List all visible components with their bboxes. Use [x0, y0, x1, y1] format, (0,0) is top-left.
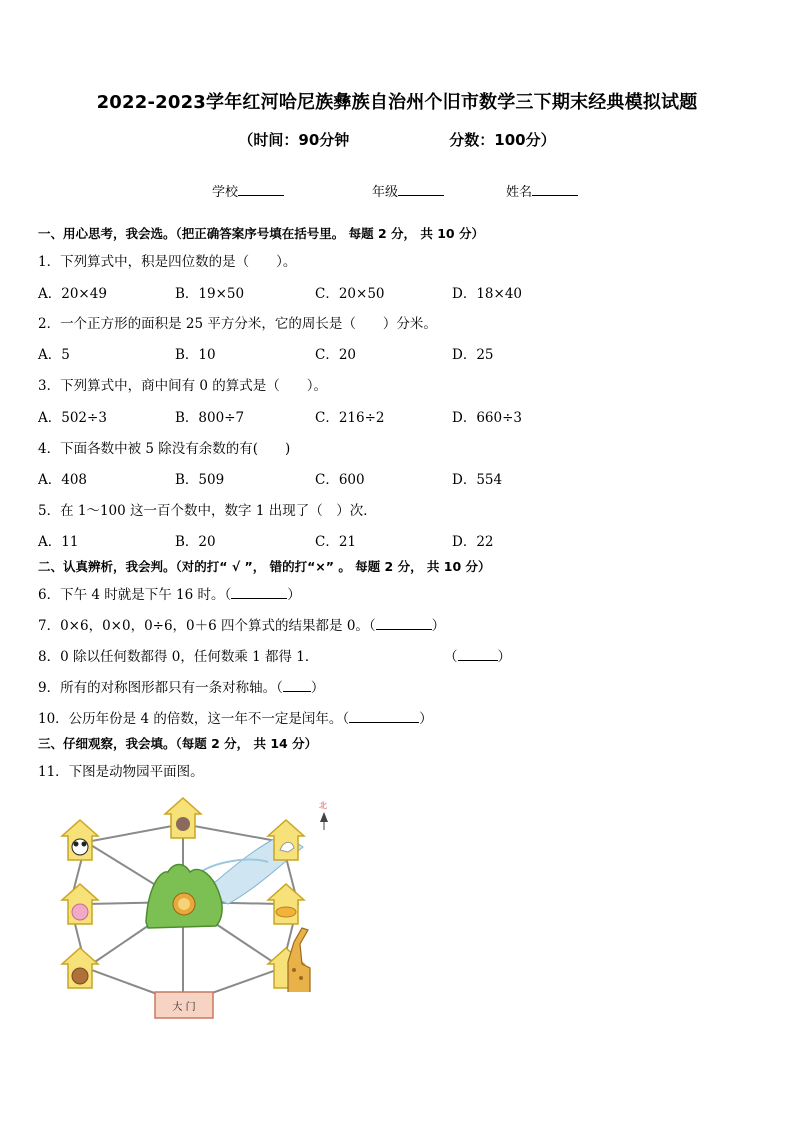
center-hill	[146, 865, 222, 929]
house-southwest	[62, 948, 98, 988]
answer-blank[interactable]	[349, 708, 419, 723]
page-title: 2022-2023学年红河哈尼族彝族自治州个旧市数学三下期末经典模拟试题	[96, 92, 698, 113]
option-b: B．800÷7	[175, 410, 245, 426]
option-d: D．18×40	[452, 286, 522, 302]
question-1-options	[38, 282, 758, 300]
question-9: 9．所有的对称图形都只有一条对称轴。（ ）	[38, 676, 324, 696]
question-10: 10．公历年份是 4 的倍数，这一年不一定是闰年。（ ）	[38, 707, 433, 727]
giraffe-figure	[288, 928, 310, 992]
option-d: D．660÷3	[452, 410, 522, 426]
option-a: A．11	[38, 534, 79, 550]
option-b: B．19×50	[175, 286, 245, 302]
question-1: 1．下列算式中，积是四位数的是（ ）。	[38, 254, 297, 270]
option-a: A．502÷3	[38, 410, 107, 426]
house-north	[165, 798, 201, 838]
gate-label: 大 门	[172, 1002, 196, 1013]
answer-blank[interactable]	[376, 615, 432, 630]
option-a: A．408	[38, 472, 88, 488]
answer-blank[interactable]	[458, 646, 498, 661]
exam-score: 分数：100分）	[449, 131, 556, 149]
option-d: D．25	[452, 347, 494, 363]
option-b: B．10	[175, 347, 216, 363]
option-c: C．21	[315, 534, 357, 550]
option-b: B．509	[175, 472, 225, 488]
house-west	[62, 884, 98, 924]
house-east	[268, 884, 304, 924]
question-2: 2．一个正方形的面积是 25 平方分米，它的周长是（ ）分米。	[38, 316, 437, 332]
name-field: 姓名	[506, 181, 578, 200]
answer-blank[interactable]	[231, 584, 287, 599]
house-northeast	[268, 820, 304, 860]
question-8: 8．0 除以任何数都得 0，任何数乘 1 都得 1．	[38, 649, 319, 665]
north-label: 北	[319, 801, 327, 810]
question-3-options	[38, 406, 758, 424]
north-arrow	[319, 800, 328, 830]
option-a: A．20×49	[38, 286, 107, 302]
section2-heading: 二、认真辨析，我会判。（对的打“ √ ”， 错的打“×” 。 每题 2 分， 共 10 分）	[38, 559, 491, 574]
option-a: A．5	[38, 347, 70, 363]
question-3: 3．下列算式中，商中间有 0 的算式是（ ）。	[38, 378, 328, 394]
option-d: D．22	[452, 534, 494, 550]
grade-field: 年级	[372, 181, 444, 200]
exam-time: （时间：90分钟	[238, 131, 350, 149]
question-5-options	[38, 530, 758, 548]
question-5: 5．在 1～100 这一百个数中，数字 1 出现了（ ）次．	[38, 503, 377, 519]
question-4: 4．下面各数中被 5 除没有余数的有( )	[38, 441, 291, 457]
option-c: C．600	[315, 472, 365, 488]
question-2-options	[38, 343, 758, 361]
main-gate	[155, 992, 213, 1018]
question-11: 11．下图是动物园平面图。	[38, 764, 204, 780]
house-northwest	[62, 820, 98, 860]
option-c: C．20×50	[315, 286, 385, 302]
option-d: D．554	[452, 472, 503, 488]
section1-heading: 一、用心思考，我会选。（把正确答案序号填在括号里。 每题 2 分， 共 10 分）	[38, 226, 484, 241]
section3-heading: 三、仔细观察，我会填。（每题 2 分， 共 14 分）	[38, 736, 318, 751]
option-c: C．216÷2	[315, 410, 385, 426]
question-7: 7．0×6，0×0，0÷6，0＋6 四个算式的结果都是 0。（ ）	[38, 614, 445, 634]
exam-meta	[0, 129, 794, 150]
answer-blank[interactable]	[283, 677, 311, 692]
zoo-map	[48, 792, 348, 1024]
school-field: 学校	[212, 181, 284, 200]
option-b: B．20	[175, 534, 216, 550]
question-4-options	[38, 468, 758, 486]
option-c: C．20	[315, 347, 357, 363]
question-6: 6．下午 4 时就是下午 16 时。（ ）	[38, 583, 301, 603]
question-8-answer: （ ）	[444, 645, 511, 665]
